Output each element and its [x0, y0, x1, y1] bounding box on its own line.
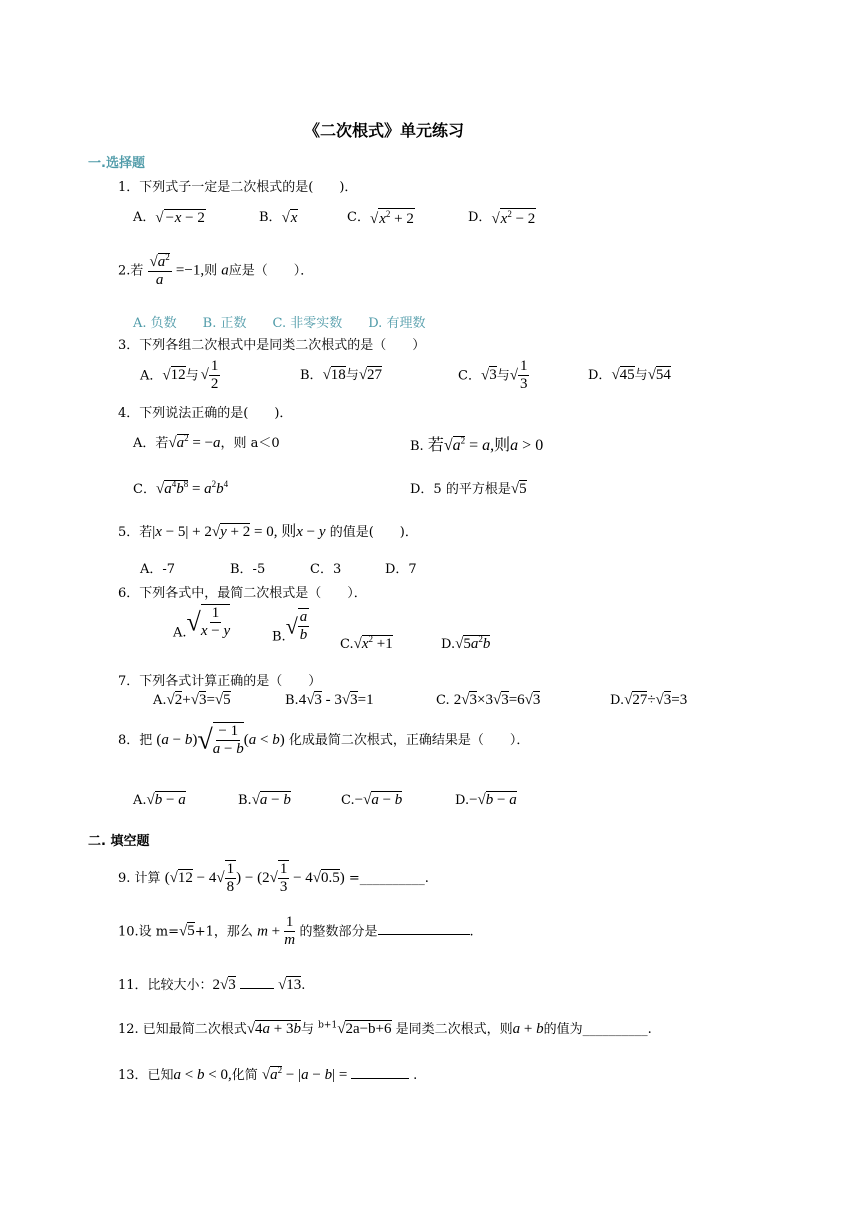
question-4-option-a: A．若$√a^2 = -a$，则 a＜0 — [133, 433, 280, 451]
question-1-option-b: B．√x — [259, 209, 298, 226]
question-6-option-b: B.√ $\frac{a}{b}$ — [272, 609, 308, 645]
question-3-option-a: A．√12与 √ $\frac{1}{2}$ — [140, 358, 219, 393]
question-4-stem: 4．下列说法正确的是( )． — [118, 406, 293, 421]
question-5-stem: 5．若|x − 5| + 2√y + 2 = 0, 则x − y 的值是( )． — [118, 524, 418, 540]
question-3-option-d: D．√45与√54 — [588, 367, 671, 383]
question-5-option-d: D．7 — [385, 562, 417, 577]
question-3-option-b: B．√18与√27 — [300, 367, 383, 383]
page-title: 《二次根式》单元练习 — [304, 121, 465, 140]
section-heading-fill: 二. 填空题 — [88, 834, 150, 849]
question-1-option-d: D．$√x^2 - 2$ — [468, 208, 536, 227]
question-7-option-b: B.4√3 - 3√3=1 — [285, 692, 374, 708]
question-5-option-b: B．-5 — [230, 562, 266, 577]
question-9: 9. 计算 (√12 − 4√ $\frac{1}{8}$ ) − (2√ $\frac{1}{3}$ − 4√0.5) =__________. — [118, 861, 429, 896]
question-6-option-d: $D.√5a^2b$ — [441, 634, 491, 652]
question-4-option-b: B. 若$√a^2 = a$,则a > 0 — [410, 435, 544, 454]
question-10: 10.设 m=√5+1，那么 m + $\frac{1}{m}$ 的整数部分是 . — [118, 914, 474, 949]
question-1-stem: 1．下列式子一定是二次根式的是( )． — [118, 180, 358, 195]
question-6-stem: 6．下列各式中，最简二次根式是（ ）． — [118, 586, 367, 601]
question-13: 13．已知a < b < 0,化简 $√a^2 - |a - b|$ = . — [118, 1065, 418, 1083]
question-1-option-c: C．$√x^2 + 2$ — [347, 208, 414, 227]
question-3-stem: 3．下列各组二次根式中是同类二次根式的是（ ） — [118, 338, 426, 353]
question-7-option-d: D.√27÷√3=3 — [610, 692, 688, 708]
question-7-option-c: C. 2√3×3√3=6√3 — [436, 692, 541, 708]
question-7-stem: 7．下列各式计算正确的是（ ） — [118, 674, 322, 689]
question-7-option-a: A.√2+√3=√5 — [153, 692, 231, 708]
question-8-option-a: A.√b − a — [133, 792, 186, 808]
question-5-option-a: A．-7 — [140, 562, 176, 577]
question-8-option-d: D.−√b − a — [455, 792, 517, 808]
question-2-stem: 2.若 $\frac{√a^2}{a}$ =−1,则 a应是（ ）． — [118, 252, 314, 289]
question-5-option-c: C．3 — [310, 562, 342, 577]
section-heading-choice: 一.选择题 — [88, 156, 145, 171]
question-11: 11．比较大小：2√3 √13. — [118, 977, 306, 993]
question-8-option-b: B.√a − b — [238, 792, 291, 808]
question-4-option-d: D．5 的平方根是√5 — [410, 481, 527, 497]
question-8-stem: 8．把 (a − b)√ $\frac{- 1}{a - b}$ (a < b) 化成最简二次根式，正确结果是（ ）． — [118, 723, 530, 758]
question-4-option-c: C．$√a^4b^8 = a^2b^4$ — [133, 479, 229, 497]
question-2-options: A. 负数 B. 正数 C. 非零实数 D. 有理数 — [133, 316, 426, 331]
question-6-option-c: $C.√x^2 +1$ — [340, 634, 393, 652]
question-8-option-c: C.−√a − b — [341, 792, 403, 808]
question-12: 12. 已知最简二次根式√4a + 3b与 $^{b+1}$√2a−b+6 是同类二次根式，则a + b的值为__________. — [118, 1020, 652, 1037]
question-3-option-c: C．√3与√ $\frac{1}{3}$ — [458, 358, 528, 393]
question-1-option-a: A．√−x − 2 — [133, 209, 205, 226]
question-6-option-a: A.√ $\frac{1}{x - y}$ — [173, 605, 231, 641]
